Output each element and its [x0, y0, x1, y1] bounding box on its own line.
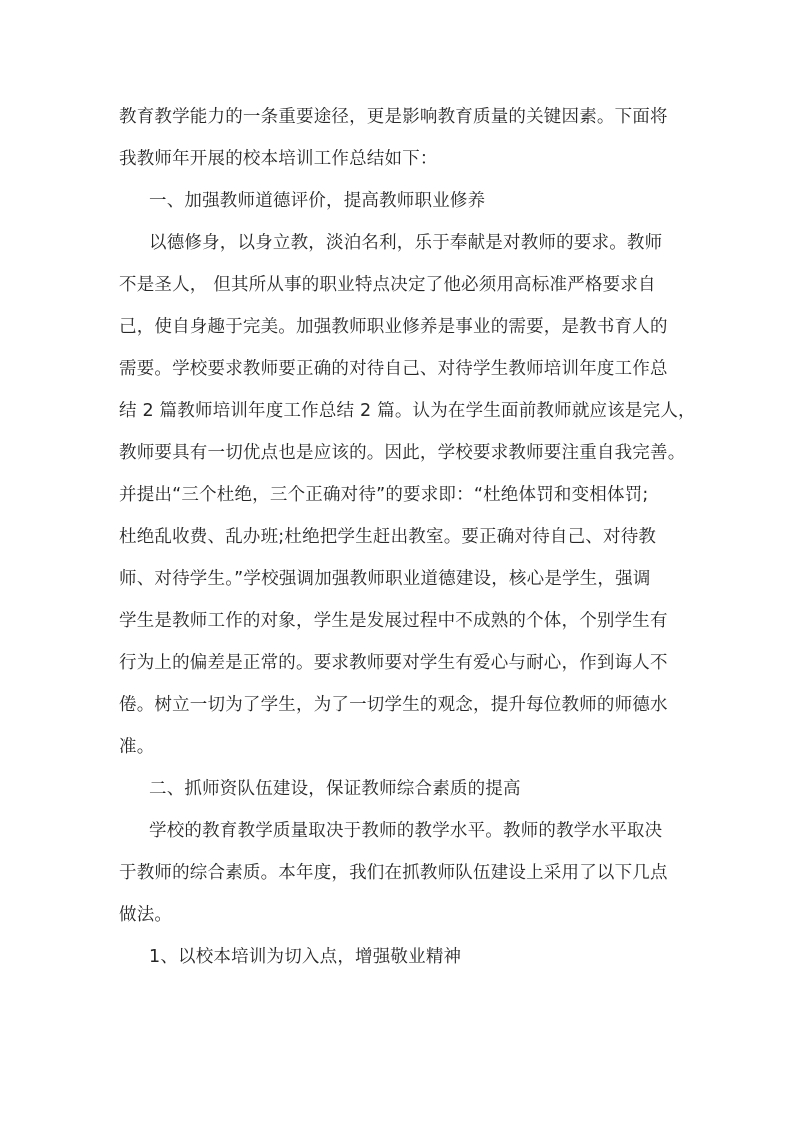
paragraph-line: 行为上的偏差是正常的。要求教师要对学生有爱心与耐心，作到诲人不: [119, 653, 668, 673]
paragraph-line: 并提出“三个杜绝，三个正确对待”的要求即：“杜绝体罚和变相体罚;: [119, 485, 649, 505]
paragraph-line: 教育教学能力的一条重要途径，更是影响教育质量的关键因素。下面将: [119, 107, 668, 127]
paragraph-line: 我教师年开展的校本培训工作总结如下：: [119, 149, 438, 169]
section-heading-2: 二、抓师资队伍建设，保证教师综合素质的提高: [149, 779, 521, 799]
paragraph-line: 结 2 篇教师培训年度工作总结 2 篇。认为在学生面前教师就应该是完人，: [119, 401, 696, 421]
paragraph-line: 准。: [119, 737, 155, 757]
paragraph-line: 师、对待学生。”学校强调加强教师职业道德建设，核心是学生，强调: [119, 569, 651, 589]
paragraph-line: 做法。: [119, 905, 173, 925]
paragraph-line: 于教师的综合素质。本年度，我们在抓教师队伍建设上采用了以下几点: [119, 863, 668, 883]
paragraph-line: 倦。树立一切为了学生，为了一切学生的观念，提升每位教师的师德水: [119, 695, 668, 715]
subsection-heading-1: 1、以校本培训为切入点，增强敬业精神: [149, 947, 462, 967]
section-heading-1: 一、加强教师道德评价，提高教师职业修养: [149, 191, 486, 211]
paragraph-line: 杜绝乱收费、乱办班;杜绝把学生赶出教室。要正确对待自己、对待教: [119, 527, 657, 547]
paragraph-line: 学校的教育教学质量取决于教师的教学水平。教师的教学水平取决: [149, 821, 663, 841]
paragraph-line: 教师要具有一切优点也是应该的。因此，学校要求教师要注重自我完善。: [119, 443, 686, 463]
paragraph-line: 以德修身，以身立教，淡泊名利，乐于奉献是对教师的要求。教师: [149, 233, 663, 253]
paragraph-line: 需要。学校要求教师要正确的对待自己、对待学生教师培训年度工作总: [119, 359, 668, 379]
paragraph-line: 己，使自身趣于完美。加强教师职业修养是事业的需要，是教书育人的: [119, 317, 668, 337]
paragraph-line: 学生是教师工作的对象，学生是发展过程中不成熟的个体，个别学生有: [119, 611, 668, 631]
paragraph-line: 不是圣人， 但其所从事的职业特点决定了他必须用高标准严格要求自: [119, 275, 656, 295]
